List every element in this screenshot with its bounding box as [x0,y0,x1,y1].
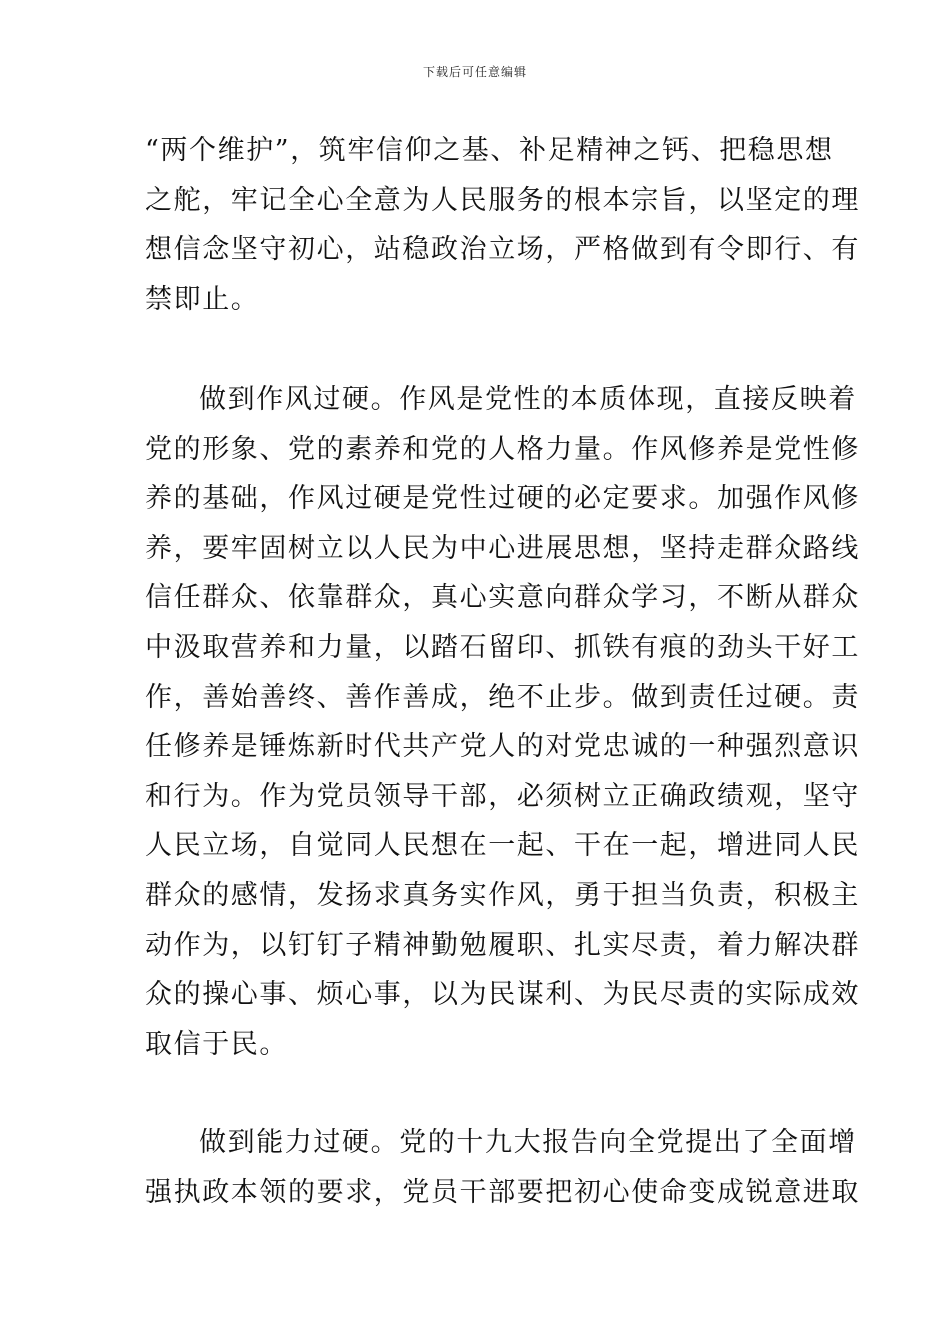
paragraph-line: 动作为，以钉钉子精神勤勉履职、扎实尽责，着力解决群 [145,929,860,961]
paragraph-line: 信任群众、依靠群众，真心实意向群众学习，不断从群众 [145,582,860,614]
paragraph-line: 养，要牢固树立以人民为中心进展思想，坚持走群众路线 [145,532,860,564]
paragraph-line: 中汲取营养和力量，以踏石留印、抓铁有痕的劲头干好工 [145,631,860,663]
paragraph-line: 群众的感情，发扬求真务实作风，勇于担当负责，积极主 [145,879,860,911]
paragraph-line: 之舵，牢记全心全意为人民服务的根本宗旨，以坚定的理 [145,184,860,216]
paragraph-line: “两个维护”，筑牢信仰之基、补足精神之钙、把稳思想 [145,135,834,166]
paragraph-line: 作，善始善终、善作善成，绝不止步。做到责任过硬。责 [145,681,860,713]
paragraph-line: 任修养是锤炼新时代共产党人的对党忠诚的一种强烈意识 [145,731,860,763]
paragraph-line: 取信于民。 [145,1028,288,1060]
paragraph-line: 众的操心事、烦心事，以为民谋利、为民尽责的实际成效 [145,979,860,1011]
paragraph-line: 做到作风过硬。作风是党性的本质体现，直接反映着 [199,384,857,415]
paragraph-line: 人民立场，自觉同人民想在一起、干在一起，增进同人民 [145,830,860,862]
paragraph-line: 做到能力过硬。党的十九大报告向全党提出了全面增 [199,1127,857,1158]
paragraph-1 [145,126,860,324]
paragraph-3 [145,1118,860,1217]
paragraph-line: 党的形象、党的素养和党的人格力量。作风修养是党性修 [145,433,860,465]
paragraph-line: 想信念坚守初心，站稳政治立场，严格做到有令即行、有 [145,234,860,266]
paragraph-line: 养的基础，作风过硬是党性过硬的必定要求。加强作风修 [145,483,860,515]
paragraph-2 [145,375,860,1069]
paragraph-line: 禁即止。 [145,283,260,315]
paragraph-line: 和行为。作为党员领导干部，必须树立正确政绩观，坚守 [145,780,860,812]
paragraph-line: 强执政本领的要求，党员干部要把初心使命变成锐意进取 [145,1176,860,1208]
header-note: 下载后可任意编辑 [422,65,527,79]
